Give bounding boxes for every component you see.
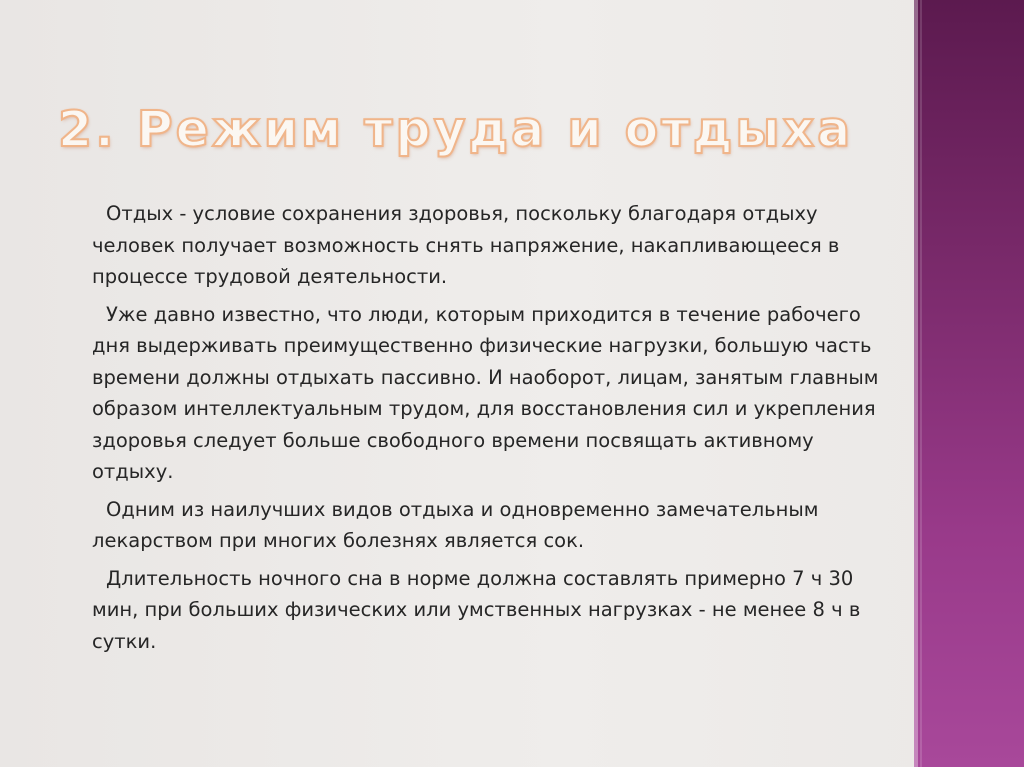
paragraph-juice: Одним из наилучших видов отдыха и одновременно замечательным лекарством при многих болезнях является сок. <box>92 497 819 552</box>
paragraph-physical-vs-mental: Уже давно известно, что люди, которым приходится в течение рабочего дня выдерживать преимущественно физические нагрузки, большую часть времени должны отдыхать пассивно. И наоборот, лицам, занятым главным образом интеллектуальным трудом, для восстановления сил и укрепления здоровья следует больше свободного времени посвящать активному отдыху. <box>92 302 879 483</box>
paragraph-rest-definition: Отдых - условие сохранения здоровья, поскольку благодаря отдыху человек получает возможность снять напряжение, накапливающееся в процессе трудовой деятельности. <box>92 202 840 288</box>
side-decorative-band <box>914 0 1024 767</box>
slide-body <box>92 198 882 663</box>
slide-title: 2. Режим труда и отдыха <box>58 101 854 158</box>
paragraph-sleep-duration: Длительность ночного сна в норме должна составлять примерно 7 ч 30 мин, при больших физических или умственных нагрузках - не менее 8 ч в сутки. <box>92 566 861 653</box>
